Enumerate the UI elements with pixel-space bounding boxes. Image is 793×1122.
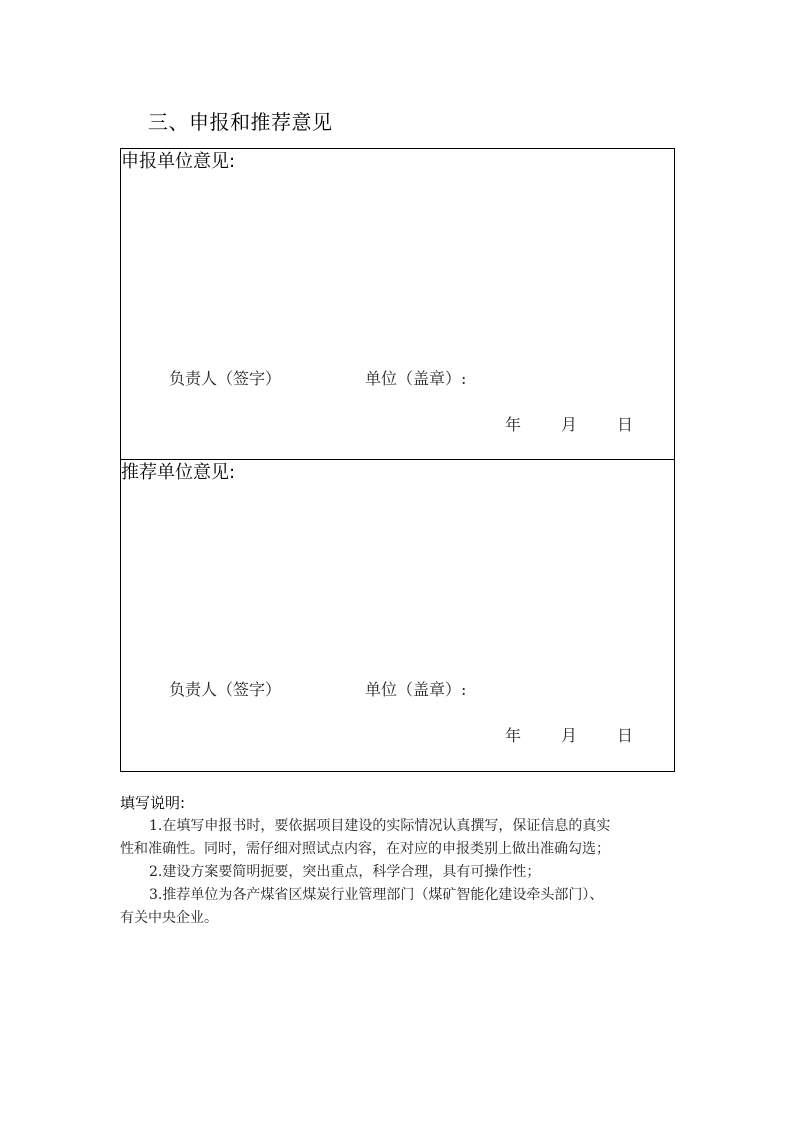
recommender-date-day: 日 <box>617 726 634 745</box>
applicant-date-day: 日 <box>617 415 634 434</box>
recommender-date-year: 年 <box>505 726 522 745</box>
applicant-date-year: 年 <box>505 415 522 434</box>
opinion-table <box>120 148 675 772</box>
applicant-opinion-title: 申报单位意见: <box>121 151 236 172</box>
instruction-line: 1.在填写申报书时，要依据项目建设的实际情况认真撰写，保证信息的真实 <box>149 818 611 834</box>
instructions-title: 填写说明: <box>120 794 186 812</box>
recommender-seal-label: 单位（盖章）: <box>365 680 467 699</box>
recommender-signature-label: 负责人（签字） <box>169 680 282 699</box>
applicant-date-month: 月 <box>561 415 578 434</box>
instruction-line: 有关中央企业。 <box>120 910 218 926</box>
recommender-opinion-title: 推荐单位意见: <box>121 462 236 483</box>
recommender-opinion-box[interactable] <box>121 460 674 771</box>
instruction-line: 3.推荐单位为各产煤省区煤炭行业管理部门（煤矿智能化建设牵头部门）、 <box>149 887 604 903</box>
applicant-opinion-box[interactable] <box>121 149 674 460</box>
section-title: 三、申报和推荐意见 <box>148 110 333 134</box>
filling-instructions <box>120 792 680 930</box>
recommender-date-month: 月 <box>561 726 578 745</box>
instruction-line: 2.建设方案要简明扼要，突出重点，科学合理，具有可操作性； <box>149 864 541 880</box>
applicant-signature-label: 负责人（签字） <box>169 369 282 388</box>
instruction-line: 性和准确性。同时，需仔细对照试点内容，在对应的申报类别上做出准确勾选； <box>120 841 610 857</box>
applicant-seal-label: 单位（盖章）: <box>365 369 467 388</box>
